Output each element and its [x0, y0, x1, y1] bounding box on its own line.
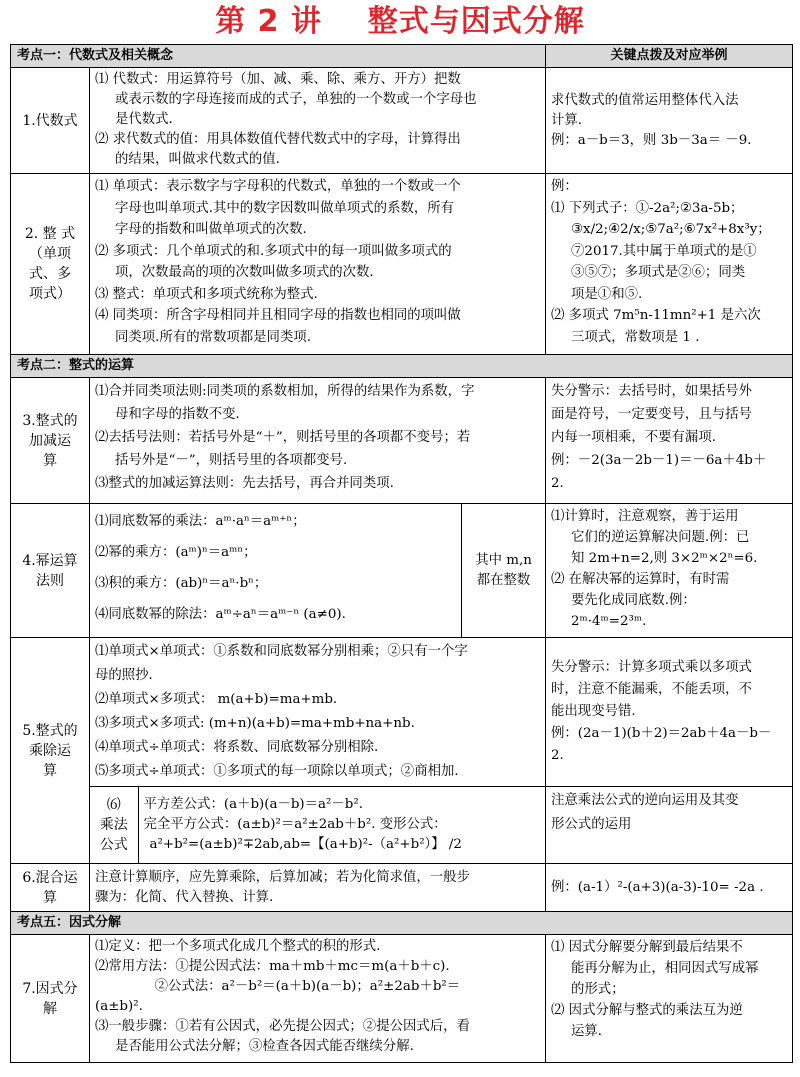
row-tips: 例： ⑴ 下列式子：①-2a²;②3a-5b； ③x/2;④2/x;⑤7a²;⑥7x²+8x³y； ⑦2017.其中属于单项式的是① ③⑤⑦；多项式是②⑥；同类 项是①和⑤. ⑵ 多项式 7m⁵n-11mn²+1 是六次 三项式，常数项是 1 .: [546, 174, 793, 355]
row-tips: 注意乘法公式的逆向运用及其变 形公式的运用: [546, 787, 793, 864]
row-content: 注意计算顺序，应先算乘除，后算加减；若为化简求值，一般步 骤为：化简、代入替换、计算．: [90, 864, 546, 912]
summary-table: [10, 44, 793, 1063]
table-row: [11, 935, 793, 1063]
table-row: [11, 787, 793, 864]
table-row: [11, 68, 793, 174]
row-tips: 失分警示：计算多项式乘以多项式 时，注意不能漏乘，不能丢项，不 能出现变号错. 例：(2a－1)(b＋2)＝2ab＋4a－b－ 2.: [546, 638, 793, 787]
table-row: [11, 504, 793, 638]
table-row: [11, 174, 793, 355]
row-content: ⑴合并同类项法则:同类项的系数相加，所得的结果作为系数，字 母和字母的指数不变． ⑵去括号法则：若括号外是“＋”，则括号里的各项都不变号；若 括号外是“－”，则括号里的各项都变号. ⑶整式的加减运算法则：先去括号，再合并同类项.: [90, 378, 546, 504]
section-header-5: 考点五：因式分解: [11, 912, 793, 935]
row-tips: 例：(a-1）²-(a+3)(a-3)-10= -2a .: [546, 864, 793, 912]
row-label: 1.代数式: [11, 68, 90, 174]
row-tips: ⑴计算时，注意观察，善于运用 它们的逆运算解决问题.例：已 知 2m+n=2,则 3×2ᵐ×2ⁿ=6. ⑵ 在解决幂的运算时，有时需 要先化成同底数.例： 2ᵐ·4ᵐ=2³ᵐ.: [546, 504, 793, 638]
row-tips: 失分警示：去括号时，如果括号外 面是符号，一定要变号，且与括号 内每一项相乘，不要有漏项. 例：－2(3a－2b－1)＝－6a＋4b＋ 2.: [546, 378, 793, 504]
formula-list: 平方差公式：(a＋b)(a－b)＝a²－b². 完全平方公式：(a±b)²＝a²±2ab＋b². 变形公式： a²+b²=(a±b)²∓2ab,ab=【(a+b)²-（a²+b²）】 /2: [143, 797, 462, 852]
row-content: ⑴定义：把一个多项式化成几个整式的积的形式． ⑵常用方法：①提公因式法：ma＋mb＋mc＝m(a＋b＋c). ②公式法：a²－b²＝(a＋b)(a－b)；a²±2ab＋b²＝ (a±b)². ⑶一般步骤：①若有公因式，必先提公因式；②提公因式后，看 是否能用公式法分解；③检查各因式能否继续分解.: [90, 935, 546, 1063]
row-content: ⑴同底数幂的乘法：aᵐ·aⁿ＝aᵐ⁺ⁿ； ⑵幂的乘方：(aᵐ)ⁿ＝aᵐⁿ； ⑶积的乘方：(ab)ⁿ＝aⁿ·bⁿ； ⑷同底数幂的除法：aᵐ÷aⁿ＝aᵐ⁻ⁿ (a≠0).: [90, 504, 462, 638]
section-header-2: 考点二：整式的运算: [11, 355, 793, 378]
row-label: 7.因式分 解: [11, 935, 90, 1063]
row-tips: 求代数式的值常运用整体代入法 计算. 例：a－b＝3，则 3b－3a＝ －9.: [546, 68, 793, 174]
section-header-1: 考点一：代数式及相关概念: [11, 45, 546, 68]
table-row: [11, 378, 793, 504]
row-content: ⑴ 代数式：用运算符号（加、减、乘、除、乘方、开方）把数 或表示数的字母连接而成的式子，单独的一个数或一个字母也 是代数式． ⑵ 求代数式的值：用具体数值代替代数式中的字母，计算得出 的结果，叫做求代数式的值．: [90, 68, 546, 174]
section-header-row: [11, 355, 793, 378]
row-label: 4.幂运算 法则: [11, 504, 90, 638]
formula-subtable-cell: [90, 787, 546, 864]
section-header-row: [11, 912, 793, 935]
row-tips: ⑴ 因式分解要分解到最后结果不 能再分解为止，相同因式写成幂 的形式； ⑵ 因式分解与整式的乘法互为逆 运算．: [546, 935, 793, 1063]
row-label: 5.整式的 乘除运 算: [11, 638, 90, 864]
formula-label: ⑹ 乘法 公式: [90, 787, 138, 863]
row-content: ⑴ 单项式：表示数字与字母积的代数式，单独的一个数或一个 字母也叫单项式.其中的数字因数叫做单项式的系数，所有 字母的指数和叫做单项式的次数. ⑵ 多项式：几个单项式的和.多项式中的每一项叫做多项式的 项，次数最高的项的次数叫做多项式的次数. ⑶ 整式：单项式和多项式统称为整式. ⑷ 同类项：所含字母相同并且相同字母的指数也相同的项叫做 同类项.所有的常数项都是同类项.: [90, 174, 546, 355]
page-title: 第 2 讲 整式与因式分解: [215, 4, 585, 39]
table-row: [11, 638, 793, 787]
tips-column-header: 关键点拨及对应举例: [546, 45, 793, 68]
row-label: 6.混合运 算: [11, 864, 90, 912]
row-label: 2. 整 式 （单项 式、多 项式）: [11, 174, 90, 355]
row-content: ⑴单项式×单项式：①系数和同底数幂分别相乘；②只有一个字 母的照抄． ⑵单项式×多项式： m(a+b)=ma+mb. ⑶多项式×多项式: (m+n)(a+b)=ma+mb+na+nb. ⑷单项式÷单项式：将系数、同底数幂分别相除. ⑸多项式÷单项式：①多项式的每一项除以单项式；②商相加．: [90, 638, 546, 787]
row-note: 其中 m,n 都在整数: [462, 504, 546, 638]
table-row: [11, 864, 793, 912]
formula-subtable: [90, 787, 545, 863]
row-label: 3.整式的 加减运 算: [11, 378, 90, 504]
section-header-row: [11, 45, 793, 68]
